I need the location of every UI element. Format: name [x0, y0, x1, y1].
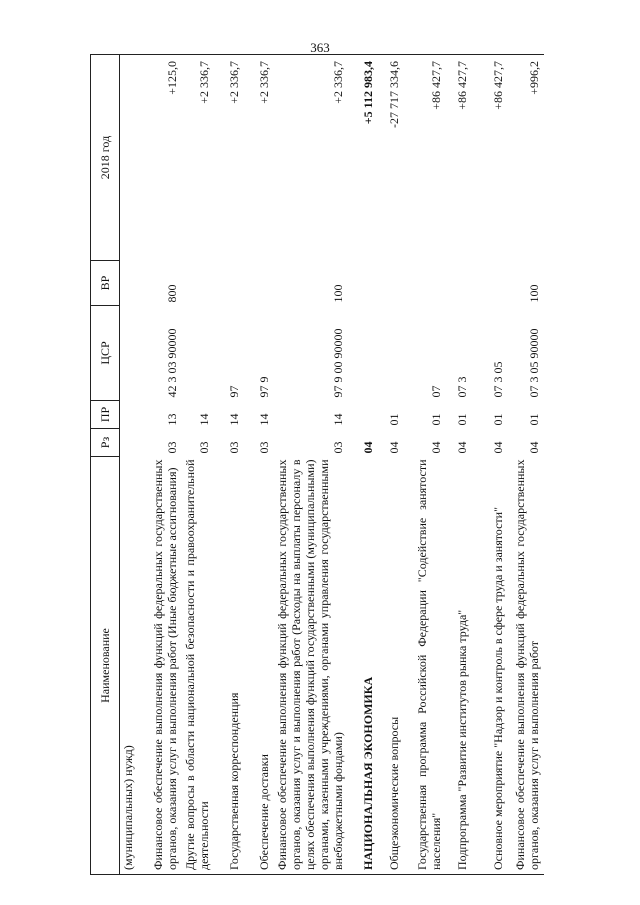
table-row [508, 55, 544, 875]
row-name: Основное мероприятие "Надзор и контроль в сфере труда и занятости" [472, 457, 508, 875]
row-amount: +125,0 [138, 55, 182, 261]
row-pr: 14 [257, 413, 271, 426]
table-row [182, 55, 214, 875]
row-rz: 04 [387, 441, 401, 454]
row-amount: +996,2 [508, 55, 544, 261]
row-vr: 100 [331, 284, 345, 303]
header-pr: ПР [91, 401, 120, 429]
row-rz: 04 [361, 441, 375, 454]
page-number: 363 [310, 40, 330, 55]
row-vr [214, 261, 244, 306]
row-vr [348, 261, 378, 306]
row-amount: +5 112 983,4 [348, 55, 378, 261]
row-amount: +86 427,7 [446, 55, 472, 261]
row-vr [404, 261, 446, 306]
row-pr: 14 [227, 413, 241, 426]
row-pr: 01 [429, 413, 443, 426]
row-rz [120, 429, 139, 457]
row-csr [182, 306, 214, 401]
row-rz: 03 [227, 441, 241, 454]
row-pr: 01 [387, 413, 401, 426]
rotated-page [90, 55, 635, 875]
row-csr: 42 3 03 90000 [165, 328, 179, 398]
row-amount: +86 427,7 [404, 55, 446, 261]
row-vr: 800 [165, 284, 179, 303]
header-rz: Рз [91, 429, 120, 457]
table-row [348, 55, 378, 875]
row-rz: 04 [455, 441, 469, 454]
row-pr: 13 [165, 413, 179, 426]
row-csr [378, 306, 404, 401]
row-rz: 03 [197, 441, 211, 454]
row-amount: +2 336,7 [274, 55, 348, 261]
row-vr [182, 261, 214, 306]
row-csr: 07 3 05 [491, 361, 505, 398]
row-vr [120, 261, 139, 306]
table-row [244, 55, 274, 875]
row-pr: 01 [527, 413, 541, 426]
row-pr: 01 [491, 413, 505, 426]
row-vr [378, 261, 404, 306]
row-amount: -27 717 334,6 [378, 55, 404, 261]
row-csr: 07 3 [455, 376, 469, 398]
row-amount: +2 336,7 [244, 55, 274, 261]
row-name: Государственная программа Российской Федерации "Содействие занятости населения" [404, 457, 446, 875]
row-pr [120, 401, 139, 429]
row-rz: 04 [527, 441, 541, 454]
row-rz: 03 [331, 441, 345, 454]
row-csr: 97 9 [257, 376, 271, 398]
row-name: Финансовое обеспечение выполнения функций федеральных государственных органов, оказания услуг и выполнения работ (Расходы на выплаты персоналу в целях обеспечения выполнения функций государственными (муниципальными) органами, казенными учреждениями, органами управления государственными внебюджетными фондами) [274, 457, 348, 875]
row-pr [348, 401, 378, 429]
row-csr: 97 [227, 385, 241, 398]
row-csr [120, 306, 139, 401]
table-row [472, 55, 508, 875]
row-name: Общеэкономические вопросы [378, 457, 404, 875]
header-csr: ЦСР [91, 306, 120, 401]
row-amount: +2 336,7 [214, 55, 244, 261]
row-name: (муниципальных) нужд) [120, 457, 139, 875]
table-row [214, 55, 244, 875]
row-rz: 04 [491, 441, 505, 454]
row-vr [244, 261, 274, 306]
table-header [91, 55, 120, 875]
row-rz: 03 [257, 441, 271, 454]
header-vr: ВР [91, 261, 120, 306]
row-vr [472, 261, 508, 306]
row-amount: +86 427,7 [472, 55, 508, 261]
row-name: Финансовое обеспечение выполнения функций федеральных государственных органов, оказания услуг и выполнения работ [508, 457, 544, 875]
row-csr: 07 [429, 385, 443, 398]
row-amount [120, 55, 139, 261]
row-rz: 03 [165, 441, 179, 454]
table-row [138, 55, 182, 875]
row-name: НАЦИОНАЛЬНАЯ ЭКОНОМИКА [348, 457, 378, 875]
row-name: Финансовое обеспечение выполнения функций федеральных государственных органов, оказания услуг и выполнения работ (Иные бюджетные ассигнования) [138, 457, 182, 875]
row-vr [446, 261, 472, 306]
header-year: 2018 год [91, 55, 120, 261]
row-rz: 04 [429, 441, 443, 454]
table-row [404, 55, 446, 875]
row-name: Обеспечение доставки [244, 457, 274, 875]
row-pr: 14 [331, 413, 345, 426]
row-name: Другие вопросы в области национальной безопасности и правоохранительной деятельности [182, 457, 214, 875]
table-row [446, 55, 472, 875]
row-pr: 01 [455, 413, 469, 426]
row-amount: +2 336,7 [182, 55, 214, 261]
table-row [120, 55, 139, 875]
row-csr [348, 306, 378, 401]
row-vr: 100 [527, 284, 541, 303]
table-row [378, 55, 404, 875]
budget-table [90, 54, 544, 875]
row-pr: 14 [197, 413, 211, 426]
table-row [274, 55, 348, 875]
row-csr: 97 9 00 90000 [331, 328, 345, 398]
header-name: Наименование [91, 457, 120, 875]
row-name: Государственная корреспонденция [214, 457, 244, 875]
row-name: Подпрограмма "Развитие институтов рынка труда" [446, 457, 472, 875]
row-csr: 07 3 05 90000 [527, 328, 541, 398]
